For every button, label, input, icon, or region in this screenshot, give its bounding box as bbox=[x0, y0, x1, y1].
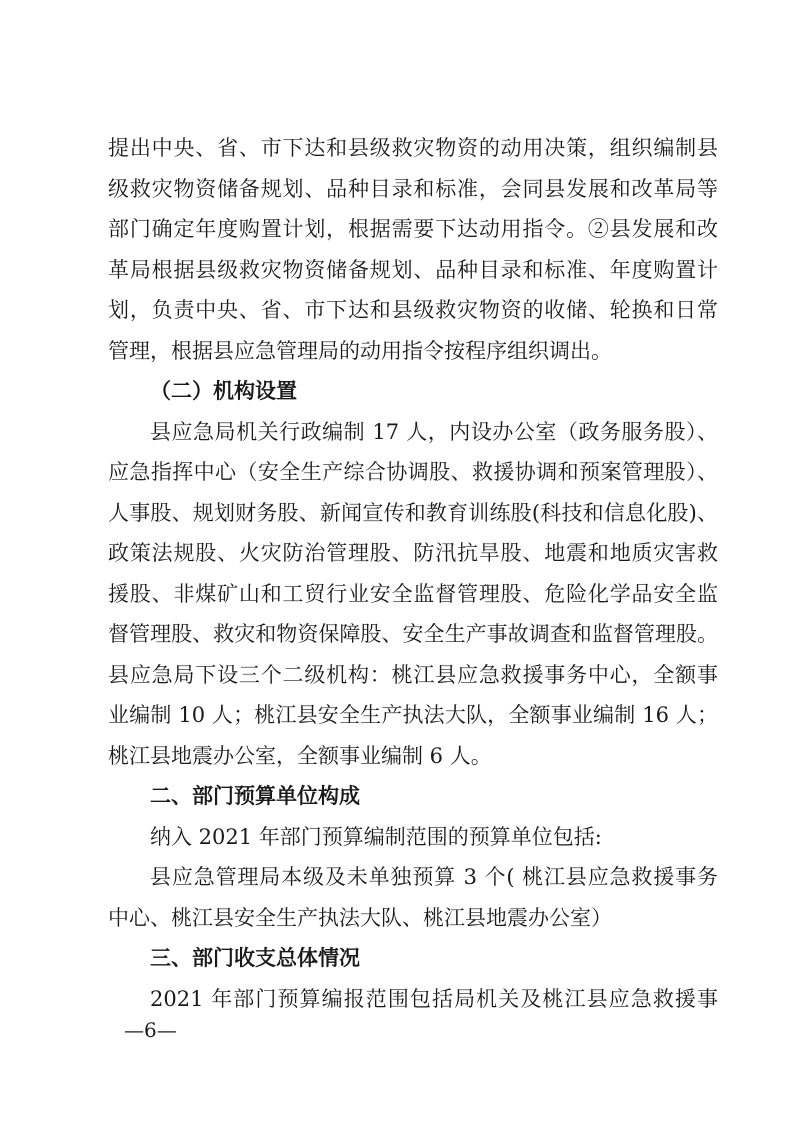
paragraph-line: 提出中央、省、市下达和县级救灾物资的动用决策，组织编制县 bbox=[108, 136, 718, 160]
paragraph-line: 2021 年部门预算编报范围包括局机关及桃江县应急救援事 bbox=[150, 986, 718, 1011]
page-number: —6— bbox=[124, 1018, 177, 1042]
paragraph-line: 管理，根据县应急管理局的动用指令按程序组织调出。 bbox=[108, 338, 612, 363]
section-heading-budget-units: 二、部门预算单位构成 bbox=[150, 784, 360, 808]
section-heading-revenue-expenditure: 三、部门收支总体情况 bbox=[150, 946, 360, 970]
paragraph-line: 政策法规股、火灾防治管理股、防汛抗旱股、地震和地质灾害救 bbox=[108, 541, 718, 565]
paragraph-line: 援股、非煤矿山和工贸行业安全监督管理股、危险化学品安全监 bbox=[108, 581, 718, 606]
paragraph-line: 桃江县地震办公室，全额事业编制 6 人。 bbox=[108, 743, 492, 768]
paragraph-line: 业编制 10 人；桃江县安全生产执法大队，全额事业编制 16 人； bbox=[108, 703, 718, 727]
paragraph-line: 级救灾物资储备规划、品种目录和标准，会同县发展和改革局等 bbox=[108, 176, 718, 201]
document-body bbox=[108, 128, 718, 1019]
paragraph-line: 应急指挥中心（安全生产综合协调股、救援协调和预案管理股）、 bbox=[108, 460, 718, 484]
section-heading-institution: （二）机构设置 bbox=[150, 379, 297, 403]
paragraph-line: 纳入 2021 年部门预算编制范围的预算单位包括: bbox=[150, 824, 602, 849]
paragraph-line: 县应急管理局本级及未单独预算 3 个( 桃江县应急救援事务 bbox=[150, 865, 718, 889]
paragraph-line: 部门确定年度购置计划，根据需要下达动用指令。②县发展和改 bbox=[108, 217, 718, 241]
paragraph-line: 县应急局机关行政编制 17 人，内设办公室（政务服务股）、 bbox=[150, 419, 718, 444]
paragraph-line: 中心、桃江县安全生产执法大队、桃江县地震办公室） bbox=[108, 905, 612, 930]
paragraph-line: 县应急局下设三个二级机构：桃江县应急救援事务中心，全额事 bbox=[108, 662, 718, 687]
paragraph-line: 人事股、规划财务股、新闻宣传和教育训练股(科技和信息化股)、 bbox=[108, 500, 718, 525]
paragraph-line: 督管理股、救灾和物资保障股、安全生产事故调查和监督管理股。 bbox=[108, 622, 718, 646]
paragraph-line: 革局根据县级救灾物资储备规划、品种目录和标准、年度购置计 bbox=[108, 257, 718, 282]
paragraph-line: 划，负责中央、省、市下达和县级救灾物资的收储、轮换和日常 bbox=[108, 298, 718, 322]
